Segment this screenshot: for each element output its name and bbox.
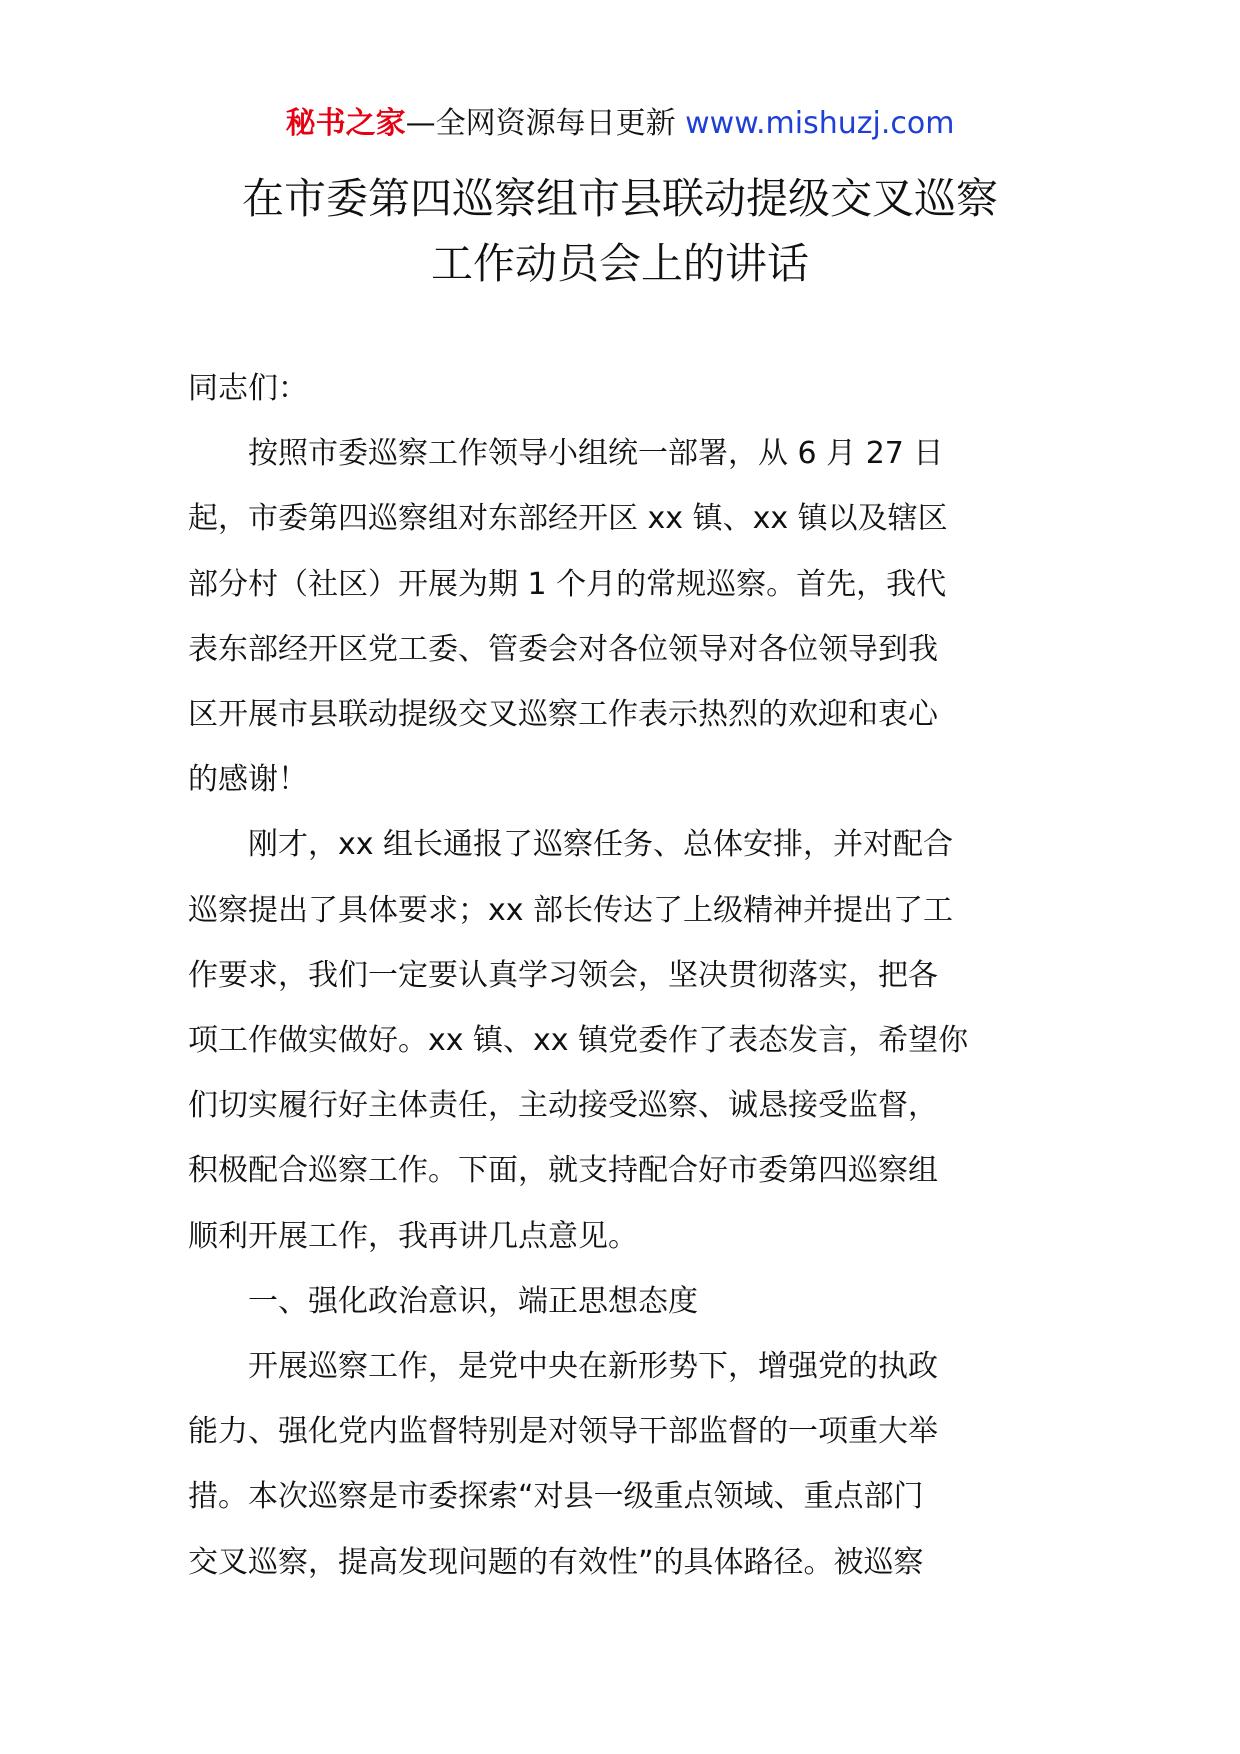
paragraph-line: 积极配合巡察工作。下面，就支持配合好市委第四巡察组 bbox=[188, 1153, 938, 1189]
paragraph-2 bbox=[188, 812, 1053, 1268]
paragraph-line: 们切实履行好主体责任，主动接受巡察、诚恳接受监督， bbox=[188, 1088, 938, 1124]
paragraph-line: 起，市委第四巡察组对东部经开区 xx 镇、xx 镇以及辖区 bbox=[188, 501, 948, 537]
paragraph-line: 项工作做实做好。xx 镇、xx 镇党委作了表态发言，希望你 bbox=[188, 1023, 969, 1059]
document-title bbox=[0, 166, 1240, 296]
title-line-1: 在市委第四巡察组市县联动提级交叉巡察 bbox=[241, 174, 998, 223]
paragraph-line: 交叉巡察，提高发现问题的有效性”的具体路径。被巡察 bbox=[188, 1544, 924, 1580]
paragraph-3 bbox=[188, 1334, 1053, 1595]
paragraph-line: 表东部经开区党工委、管委会对各位领导对各位领导到我 bbox=[188, 631, 938, 667]
title-line-2: 工作动员会上的讲话 bbox=[430, 239, 809, 288]
paragraph-line: 部分村（社区）开展为期 1 个月的常规巡察。首先，我代 bbox=[188, 566, 947, 602]
paragraph-line: 能力、强化党内监督特别是对领导干部监督的一项重大举 bbox=[188, 1414, 938, 1450]
salutation: 同志们： bbox=[188, 371, 308, 406]
paragraph-line: 按照市委巡察工作领导小组统一部署，从 6 月 27 日 bbox=[188, 436, 944, 472]
site-url-link[interactable]: www.mishuzj.com bbox=[685, 106, 955, 141]
section-heading-1: 一、强化政治意识，端正思想态度 bbox=[188, 1283, 698, 1319]
paragraph-line: 顺利开展工作，我再讲几点意见。 bbox=[188, 1218, 638, 1254]
paragraph-line: 开展巡察工作，是党中央在新形势下，增强党的执政 bbox=[188, 1349, 938, 1385]
paragraph-line: 刚才，xx 组长通报了巡察任务、总体安排，并对配合 bbox=[188, 827, 954, 863]
paragraph-1 bbox=[188, 421, 1053, 812]
site-header bbox=[0, 104, 1240, 144]
paragraph-line: 巡察提出了具体要求；xx 部长传达了上级精神并提出了工 bbox=[188, 892, 954, 928]
paragraph-line: 的感谢！ bbox=[188, 762, 308, 798]
paragraph-line: 区开展市县联动提级交叉巡察工作表示热烈的欢迎和衷心 bbox=[188, 697, 938, 733]
paragraph-line: 措。本次巡察是市委探索“对县一级重点领域、重点部门 bbox=[188, 1479, 924, 1515]
document-body bbox=[188, 356, 1053, 1595]
site-brand: 秘书之家 bbox=[285, 106, 406, 141]
paragraph-line: 作要求，我们一定要认真学习领会，坚决贯彻落实，把各 bbox=[188, 957, 938, 993]
site-tagline: —全网资源每日更新 bbox=[405, 106, 676, 141]
